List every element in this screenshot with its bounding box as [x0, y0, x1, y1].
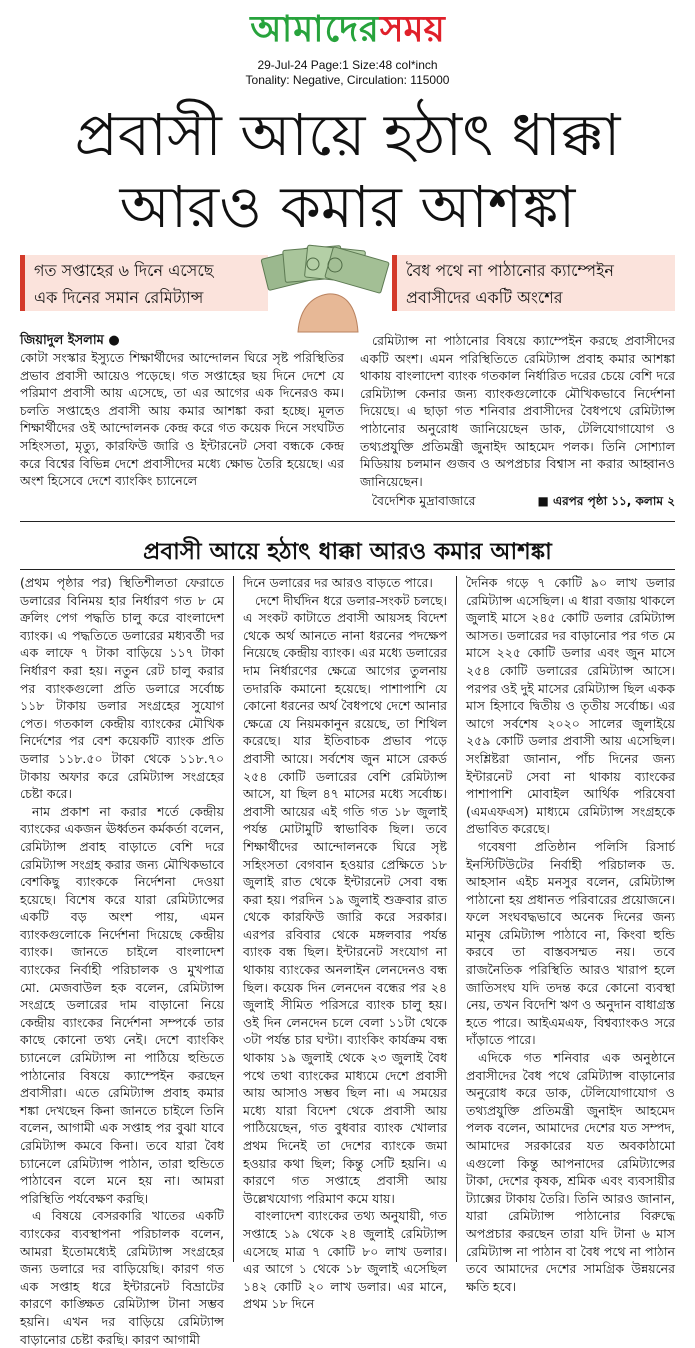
deck-left-line-1: গত সপ্তাহের ৬ দিনে এসেছে: [34, 261, 214, 280]
masthead: [0, 2, 695, 52]
inside-headline: প্রবাসী আয়ে হঠাৎ ধাক্কা আরও কমার আশঙ্কা: [20, 536, 675, 568]
col3-paragraph-3: এদিকে গত শনিবার এক অনুষ্ঠানে প্রবাসীদের বৈধ পথে রেমিট্যান্স বাড়ানোর অনুরোধ করে ডাক, টেলিযোগাযোগ ও তথ্যপ্রযুক্তি প্রতিমন্ত্রী জুনাইদ আহমেদ পলক বলেন, আমাদের দেশের যত সম্পদ, আমাদের সরকারের যত অবকাঠামো এগুলো কিন্তু আপনাদের রেমিট্যান্সের টাকা, দেশের কৃষক, শ্রমিক এবং ব্যবসায়ীর ট্যাক্সের টাকায় তৈরি। তিনি আরও জানান, যারা রেমিট্যান্স পাঠানোর বিরুদ্ধে অপপ্রচার করছেন তারা যদি টানা ৬ মাস রেমিট্যান্স না পাঠান বা বৈধ পথে না পাঠান তবে আমাদের দেশের সামগ্রিক উন্নয়নের ক্ষতি হবে।: [466, 1050, 675, 1294]
front-column-right: [360, 332, 675, 490]
deck-left-accent: [20, 255, 25, 311]
front-column-left: [20, 349, 344, 507]
col1-paragraph-2: নাম প্রকাশ না করার শর্তে কেন্দ্রীয় ব্যাংকের একজন ঊর্ধ্বতন কর্মকর্তা বলেন, রেমিট্যান্স প্রবাহ বাড়াতে বেশি দরে রেমিট্যান্স সংগ্রহ করার জন্য মৌখিকভাবে বেশকিছু ব্যাংককে নির্দেশনা দেওয়া হয়েছে। বিশেষ করে যারা রেমিট্যান্সের একটি বড় অংশ পায়, এমন ব্যাংকগুলোকে নির্দেশনা দিয়েছে কেন্দ্রীয় ব্যাংক। জানতে চাইলে বাংলাদেশ ব্যাংকের নির্বাহী পরিচালক ও মুখপাত্র মো. মেজবাউল হক বলেন, রেমিট্যান্স সংগ্রহে ডলারের দাম বাড়ানো নিয়ে কেন্দ্রীয় ব্যাংকের নির্দেশনা সম্পর্কে তার কাছে কোনো তথ্য নেই। দেশে ব্যাংকিং চ্যানেলে রেমিট্যান্স না পাঠিয়ে হুন্ডিতে পাঠানোর বিষয়ে ক্যাম্পেইন করছেন প্রবাসীরা। এতে রেমিট্যান্স প্রবাহ কমার শঙ্কা দেখছেন কিনা জানতে চাইলে তিনি বলেন, আগামী এক সপ্তাহ পর বুঝা যাবে রেমিট্যান্স কমবে কিনা। তবে যারা বৈধ চ্যানেলে রেমিট্যান্স পাঠান, তারা হুন্ডিতে পাঠাবেন বলে মনে হয় না। আমরা পরিস্থিতি পর্যবেক্ষণ করছি।: [20, 803, 224, 1206]
headline-line-2: আরও কমার আশঙ্কা: [119, 173, 576, 241]
masthead-part-1: আমাদের: [250, 8, 380, 50]
col2-paragraph-2: দেশে দীর্ঘদিন ধরে ডলার-সংকট চলছে। এ সংকট কাটাতে প্রবাসী আয়সহ বিদেশ থেকে অর্থ আনতে নানা ধরনের পদক্ষেপ নিয়েছে কেন্দ্রীয় ব্যাংক। এর মধ্যে ডলারের দাম নির্ধারণের ক্ষেত্রে আগের তুলনায় তদারকি কমানো হয়েছে। পাশাপাশি যে কোনো ধরনের অর্থ বৈধপথে দেশে আনার ক্ষেত্রে যে নিয়মকানুন রয়েছে, তা শিথিল করেছে। যার ইতিবাচক প্রভাব পড়ে প্রবাসী আয়ে। সর্বশেষ জুন মাসে রেকর্ড ২৫৪ কোটি ডলারের বেশি রেমিট্যান্স আসে, যা ছিল ৪৭ মাসের মধ্যে সর্বোচ্চ। প্রবাসী আয়ের এই গতি গত ১৮ জুলাই পর্যন্ত মোটামুটি স্বাভাবিক ছিল। তবে শিক্ষার্থীদের আন্দোলনকে ঘিরে সৃষ্ট সহিংসতা বেগবান হওয়ার প্রেক্ষিতে ১৮ জুলাই রাত থেকে ইন্টারনেট সেবা বন্ধ করা হয়। পরদিন ১৯ জুলাই শুক্রবার রাত থেকে কারফিউ জারি করে সরকার। এরপর রবিবার থেকে মঙ্গলবার পর্যন্ত ব্যাংক বন্ধ ছিল। ইন্টারনেট সংযোগ না থাকায় ব্যাংকের অনলাইন লেনদেনও বন্ধ ছিল। কয়েক দিন লেনদেন বন্ধের পর ২৪ জুলাই সীমিত পরিসরে ব্যাংক চালু হয়। ওই দিন লেনদেন চলে বেলা ১১টা থেকে ৩টা পর্যন্ত চার ঘণ্টা। ব্যাংকিং কার্যক্রম বন্ধ থাকায় ১৯ জুলাই থেকে ২৩ জুলাই বৈধ পথে তথা ব্যাংকের মাধ্যমে দেশে প্রবাসী আয় আসাও সম্ভব ছিল না। এ সময়ের মধ্যে যারা বিদেশ থেকে প্রবাসী আয় পাঠিয়েছেন, গত বুধবার ব্যাংক খোলার প্রথম দিনেই তা দেশের ব্যাংকে জমা হওয়ার কথা ছিল; কিন্তু সেটি হয়নি। এ কারণে গত সপ্তাহে প্রবাসী আয় উল্লেখযোগ্য পরিমাণ কমে যায়।: [243, 592, 447, 1206]
col3-paragraph-2: গবেষণা প্রতিষ্ঠান পলিসি রিসার্চ ইনস্টিটিউটের নির্বাহী পরিচালক ড. আহসান এইচ মনসুর বলেন, রেমিট্যান্স পাঠানো হয় প্রধানত পরিবারের প্রয়োজনে। ফলে সংঘবদ্ধভাবে অনেক দিনের জন্য মানুষ রেমিট্যান্স পাঠাবে না, কিংবা হুন্ডি করবে তা বাস্তবসম্মত নয়। তবে রাজনৈতিক পরিস্থিতি আরও খারাপ হলে জাতিসংঘ যদি তদন্ত করে কোনো ব্যবস্থা নেয়, তখন বিদেশি ঋণ ও অনুদান বাধাগ্রস্ত হতে পারে। আইএমএফ, বিশ্বব্যাংকও সরে দাঁড়াতে পারে।: [466, 838, 675, 1048]
col2-paragraph-1: দিনে ডলারের দর আরও বাড়তে পারে।: [243, 575, 433, 590]
deck-right-line-2: প্রবাসীদের একটি অংশের: [406, 288, 563, 307]
byline: জিয়াদুল ইসলাম ●: [20, 333, 120, 348]
jump-line: ■ এরপর পৃষ্ঠা ১১, কলাম ২: [537, 494, 675, 508]
continuation-column-1: [20, 574, 224, 1347]
col1-paragraph-1: (প্রথম পৃষ্ঠার পর) স্থিতিশীলতা ফেরাতে ডলারের বিনিময় হার নির্ধারণ গত ৮ মে ক্রলিং পেগ পদ্ধতি চালু করে বাংলাদেশ ব্যাংক। এ পদ্ধতিতে ডলারের মধ্যবর্তী দর এক লাফে ৭ টাকা বাড়িয়ে ১১৭ টাকা নির্ধারণ করা হয়। নতুন রেট চালু করার পর ব্যাংকগুলো প্রতি ডলারে সর্বোচ্চ ১১৮ টাকায় ডলার সংগ্রহের সুযোগ পেত। গতকাল কেন্দ্রীয় ব্যাংকের মৌখিক নির্দেশের পর বেশ কয়েকটি ব্যাংক প্রতি ডলার ১১৮.৫০ টাকা থেকে ১১৮.৭০ টাকায় অফার করে রেমিট্যান্স সংগ্রহের চেষ্টা করে।: [20, 575, 224, 802]
continuation-column-2: [243, 574, 447, 1312]
front-right-paragraph: রেমিট্যান্স না পাঠানোর বিষয়ে ক্যাম্পেইন করছে প্রবাসীদের একটি অংশ। এমন পরিস্থিতিতে রেমিট্যান্স প্রবাহ কমার আশঙ্কা থাকায় বাংলাদেশ ব্যাংক গতকাল নির্ধারিত দরের চেয়ে বেশি দরে রেমিট্যান্স কেনার জন্য ব্যাংকগুলোকে মৌখিকভাবে নির্দেশনা দিয়েছে। এ ছাড়া গত শনিবার প্রবাসীদের বৈধপথে রেমিট্যান্স পাঠানোর অনুরোধ জানিয়েছেন ডাক, টেলিযোগাযোগ ও তথ্যপ্রযুক্তি প্রতিমন্ত্রী জুনাইদ আহমেদ পলক। তিনি সোশ্যাল মিডিয়ায় চলমান গুজব ও অপপ্রচার বিশ্বাস না করার আহ্বানও জানিয়েছেন।: [360, 333, 675, 489]
col2-paragraph-3: বাংলাদেশ ব্যাংকের তথ্য অনুযায়ী, গত সপ্তাহে ১৯ থেকে ২৪ জুলাই রেমিট্যান্স এসেছে মাত্র ৭ কোটি ৮০ লাখ ডলার। এর আগে ১ থেকে ১৮ জুলাই এসেছিল ১৪২ কোটি ২০ লাখ ডলার। এর মানে, প্রথম ১৮ দিনে: [243, 1208, 447, 1312]
continuation-column-3: [466, 574, 675, 1294]
deck-right-line-1: বৈধ পথে না পাঠানোর ক্যাম্পেইন: [406, 261, 614, 280]
inside-headline-rule: [20, 569, 675, 570]
deck-right: [392, 255, 675, 311]
headline-line-1: প্রবাসী আয়ে হঠাৎ ধাক্কা: [74, 101, 621, 169]
front-right-last-line: [360, 492, 510, 510]
front-right-last: বৈদেশিক মুদ্রাবাজারে: [372, 493, 476, 508]
deck-left: [20, 255, 268, 311]
col3-paragraph-1: দৈনিক গড়ে ৭ কোটি ৯০ লাখ ডলার রেমিট্যান্স এসেছিল। এ ধারা বজায় থাকলে জুলাই মাসে ২৪৫ কোটি ডলার রেমিট্যান্স আসত। ডলারের দর বাড়ানোর পর গত মে মাসে ২২৫ কোটি ডলার এবং জুন মাসে ২৫৪ কোটি ডলারের রেমিট্যান্স আসে। পরপর ওই দুই মাসের রেমিট্যান্স ছিল একক মাস হিসাবে দ্বিতীয় ও তৃতীয় সর্বোচ্চ। এর আগে সর্বশেষ ২০২০ সালের জুলাইয়ে ২৫৯ কোটি ডলার প্রবাসী আয় এসেছিল। সংশ্লিষ্টরা জানান, পাঁচ দিনের জন্য ইন্টারনেট সেবা না থাকায় ব্যাংকের পাশাপাশি মোবাইল আর্থিক পরিষেবা (এমএফএস) মাধ্যমে রেমিট্যান্স সংগ্রহকে প্রভাবিত করেছে।: [466, 575, 675, 837]
hand-icon: [298, 294, 358, 332]
masthead-part-2: সময়: [379, 8, 445, 50]
column-rule-2: [456, 576, 457, 1262]
clipping-meta-line-1: 29-Jul-24 Page:1 Size:48 col*inch: [257, 58, 438, 72]
dollar-bill-icon: [261, 245, 389, 293]
column-rule-1: [233, 576, 234, 1262]
col1-paragraph-3: এ বিষয়ে বেসরকারি খাতের একটি ব্যাংকের ব্যবস্থাপনা পরিচালক বলেন, আমরা ইতোমধ্যেই রেমিট্যান্স সংগ্রহের জন্য ডলারে দর বাড়িয়েছি। কারণ গত এক সপ্তাহ ধরে ইন্টারনেট বিভ্রাটের কারণে কাঙ্ক্ষিত রেমিট্যান্স টানা সম্ভব হয়নি। এখন দর বাড়িয়ে রেমিট্যান্স বাড়ানোর চেষ্টা করছি। কারণ আগামী: [20, 1208, 224, 1347]
section-divider: [20, 521, 675, 522]
front-left-paragraph: কোটা সংস্কার ইস্যুতে শিক্ষার্থীদের আন্দোলন ঘিরে সৃষ্ট পরিস্থিতির প্রভাব প্রবাসী আয়েও পড়েছে। গত সপ্তাহের ছয় দিনে দেশে যে পরিমাণ প্রবাসী আয় এসেছে, তা এর আগের এক দিনেরও কম। চলতি সপ্তাহেও প্রবাসী আয় কমার আশঙ্কা করা হচ্ছে। মূলত শিক্ষার্থীদের ওই আন্দোলনক কেন্দ্র করে গত কয়েক দিনে সংঘটিত সহিংসতা, মৃত্যু, কারফিউ জারি ও ইন্টারনেট সেবা বন্ধকে কেন্দ্র করে বিশ্বের বিভিন্ন দেশে প্রবাসীদের মধ্যে ক্ষোভ তৈরি হয়েছে। এর অংশ হিসেবে দেশে ব্যাংকিং চ্যানেলে: [20, 350, 344, 489]
clipping-meta-line-2: Tonality: Negative, Circulation: 115000: [245, 73, 450, 87]
dollar-bills-image: [258, 244, 394, 332]
deck-left-line-2: এক দিনের সমান রেমিট্যান্স: [34, 288, 204, 307]
